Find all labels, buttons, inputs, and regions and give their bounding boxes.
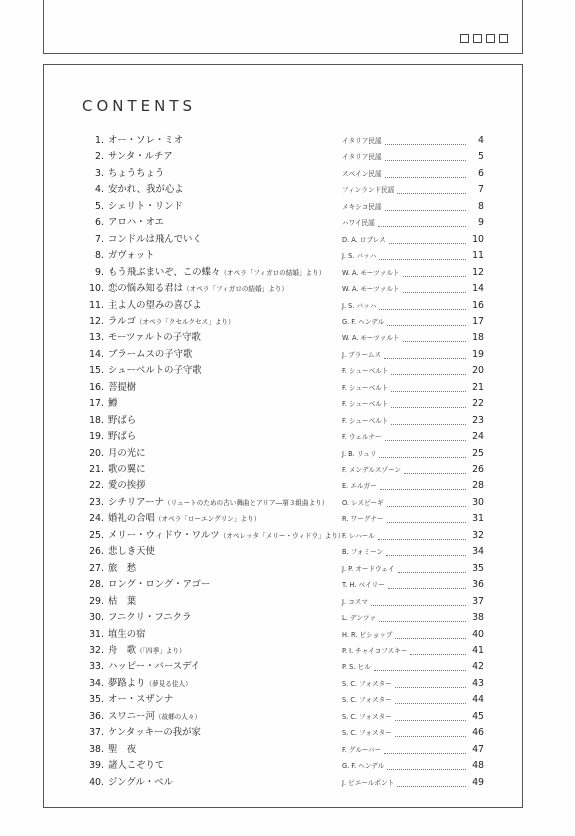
entry-title — [108, 429, 136, 445]
entry-composer: J. S. バッハ — [342, 252, 377, 261]
entry-title-text: 菩提樹 — [108, 381, 137, 393]
dot-leader — [403, 340, 466, 342]
entry-composer: S. C. フォスター — [342, 712, 392, 721]
entry-title-text: 愛の挨拶 — [108, 480, 146, 492]
entry-page-number: 16 — [472, 299, 484, 311]
entry-title — [108, 775, 173, 791]
toc-entry — [88, 627, 484, 643]
entry-page-number: 12 — [472, 266, 484, 278]
entry-title-text: ガヴォット — [108, 250, 155, 262]
entry-note: （オペラ「フィガロの結婚」より） — [220, 268, 326, 277]
toc-entry — [88, 330, 484, 346]
entry-composer: S. C. フォスター — [342, 696, 392, 705]
entry-title — [108, 330, 201, 346]
entry-page-number: 8 — [478, 200, 484, 212]
entry-title-text: 安かれ、我が心よ — [108, 184, 184, 196]
dot-leader — [385, 143, 466, 145]
entry-composer: P. I. チャイコフスキー — [342, 646, 408, 655]
toc-entry — [88, 643, 484, 659]
dot-leader — [379, 308, 466, 310]
entry-title-text: メリー・ウィドウ・ワルツ — [108, 529, 220, 541]
entry-title — [108, 643, 186, 659]
toc-entry — [88, 577, 484, 593]
entry-number: 1. — [95, 135, 104, 146]
entry-title-text: 悲しき天使 — [108, 546, 155, 558]
entry-composer: フィンランド民謡 — [342, 186, 395, 195]
entry-page-number: 35 — [472, 562, 484, 574]
entry-note: （夢見る佳人） — [145, 679, 192, 688]
entry-composer: F. シューベルト — [342, 400, 389, 409]
entry-title-text: シェリト・リンド — [108, 200, 183, 212]
entry-page-number: 25 — [472, 447, 484, 459]
entry-note: （オペラ「フィガロの結婚」より） — [183, 285, 288, 294]
entry-page-number: 47 — [472, 743, 484, 755]
toc-entry — [88, 265, 484, 281]
toc-entry — [88, 478, 484, 494]
entry-composer: ハワイ民謡 — [342, 219, 375, 228]
dot-leader — [387, 324, 466, 326]
entry-note: （「四季」より） — [136, 646, 186, 655]
toc-entry — [88, 133, 484, 149]
entry-number: 32. — [89, 644, 104, 656]
entry-composer: S. C. フォスター — [342, 679, 392, 688]
entry-title-text: ブラームスの子守歌 — [108, 348, 193, 360]
dot-leader — [385, 159, 466, 161]
entry-composer: R. ワーグナー — [342, 515, 384, 524]
entry-page-number: 43 — [472, 677, 484, 689]
entry-title-text: コンドルは飛んでいく — [108, 233, 202, 245]
toc-entry — [88, 314, 484, 330]
dot-leader — [395, 686, 466, 688]
marker-square — [499, 34, 508, 43]
entry-title — [108, 692, 173, 708]
toc-entry — [88, 396, 484, 412]
entry-title — [108, 182, 184, 198]
entry-title — [108, 215, 164, 231]
toc-entry — [88, 413, 484, 429]
entry-title — [108, 347, 192, 363]
entry-title-text: 主よ人の望みの喜びよ — [108, 299, 202, 311]
dot-leader — [379, 258, 466, 260]
toc-entry — [88, 166, 484, 182]
entry-number: 23. — [89, 496, 104, 508]
entry-title-text: ジングル・ベル — [108, 776, 173, 788]
dot-leader — [410, 653, 466, 655]
entry-title — [108, 281, 288, 297]
header-box — [43, 0, 523, 54]
entry-composer: F. ウェルナー — [342, 433, 382, 442]
dot-leader — [379, 456, 466, 458]
entry-number: 6. — [95, 217, 104, 229]
entry-page-number: 24 — [472, 431, 484, 443]
entry-page-number: 37 — [472, 595, 484, 607]
entry-page-number: 14 — [472, 283, 484, 295]
entry-title — [108, 577, 210, 593]
entry-number: 27. — [89, 562, 104, 574]
entry-title-text: オー・ソレ・ミオ — [108, 135, 184, 146]
entry-note: （リュートのための古い舞曲とアリア―第３組曲より） — [163, 498, 329, 507]
entry-number: 2. — [95, 151, 104, 163]
entry-title — [108, 149, 173, 165]
entry-title-text: サンタ・ルチア — [108, 151, 173, 163]
entry-composer: F. レハール — [342, 531, 375, 540]
toc-entry — [88, 709, 484, 725]
entry-page-number: 46 — [472, 727, 484, 739]
toc-entry — [88, 182, 484, 198]
entry-number: 10. — [89, 283, 104, 295]
entry-title — [108, 561, 136, 577]
entry-composer: F. グルーバー — [342, 745, 382, 754]
entry-title — [108, 248, 155, 264]
dot-leader — [395, 735, 466, 737]
entry-composer: W. A. モーツァルト — [342, 285, 400, 294]
entry-title-text: 枯 葉 — [108, 595, 137, 607]
entry-number: 38. — [89, 743, 104, 755]
dot-leader — [395, 702, 466, 704]
entry-title-text: シューベルトの子守歌 — [108, 365, 202, 377]
entry-composer: J. コスマ — [342, 597, 368, 606]
dot-leader — [384, 357, 466, 359]
entry-number: 5. — [95, 200, 104, 212]
entry-title-text: ケンタッキーの我が家 — [108, 727, 201, 739]
entry-title-text: スワニー河 — [108, 710, 155, 722]
entry-page-number: 42 — [472, 661, 484, 673]
entry-page-number: 36 — [472, 579, 484, 591]
entry-number: 35. — [89, 694, 104, 706]
entry-number: 33. — [89, 661, 104, 673]
entry-number: 8. — [95, 250, 104, 262]
entry-title — [108, 166, 164, 182]
toc-entry — [88, 462, 484, 478]
entry-composer: J. P. オードウェイ — [342, 564, 395, 573]
entry-composer: イタリア民謡 — [342, 153, 382, 162]
entry-number: 31. — [89, 628, 104, 640]
entry-note: （オペラ「ローエングリン」より） — [154, 515, 261, 524]
entry-composer: J. ピエールポント — [342, 778, 395, 787]
entry-title — [108, 380, 136, 396]
entry-page-number: 23 — [472, 414, 484, 426]
entry-title — [108, 594, 136, 610]
entry-composer: O. レスピーギ — [342, 498, 384, 507]
entry-number: 21. — [89, 464, 104, 475]
entry-title-text: 月の光に — [108, 447, 146, 459]
entry-page-number: 20 — [472, 365, 484, 377]
dot-leader — [395, 637, 466, 639]
contents-heading: CONTENTS — [82, 97, 197, 115]
dot-leader — [380, 488, 466, 490]
entry-title — [108, 725, 201, 741]
entry-number: 18. — [89, 414, 104, 426]
entry-title — [108, 659, 200, 675]
entry-title — [108, 511, 260, 527]
entry-title — [108, 446, 146, 462]
dot-leader — [378, 538, 466, 540]
entry-composer: メキシコ民謡 — [342, 202, 382, 211]
entry-composer: H. R. ビショップ — [342, 630, 393, 639]
entry-composer: E. エルガー — [342, 482, 377, 491]
entry-title — [108, 495, 328, 511]
entry-page-number: 21 — [472, 381, 484, 393]
entry-page-number: 22 — [472, 398, 484, 410]
toc-entry — [88, 594, 484, 610]
entry-page-number: 17 — [472, 315, 484, 327]
toc-entry — [88, 380, 484, 396]
entry-title-text: 聖 夜 — [108, 743, 137, 755]
entry-page-number: 38 — [472, 612, 484, 624]
toc-entry — [88, 248, 484, 264]
toc-entry — [88, 692, 484, 708]
dot-leader — [385, 209, 466, 211]
entry-title — [108, 413, 136, 429]
entry-composer: S. C. フォスター — [342, 729, 392, 738]
entry-note: （オペラ「クセルクセス」より） — [135, 317, 235, 326]
toc-entry — [88, 659, 484, 675]
entry-page-number: 26 — [472, 464, 484, 475]
entry-page-number: 32 — [472, 529, 484, 541]
entry-title-text: 歌の翼に — [108, 464, 146, 475]
toc-entry — [88, 446, 484, 462]
dot-leader — [397, 192, 466, 194]
dot-leader — [397, 785, 466, 787]
entry-title — [108, 265, 325, 281]
dot-leader — [403, 291, 466, 293]
entry-title-text: 埴生の宿 — [108, 628, 146, 640]
entry-title — [108, 528, 344, 544]
entry-page-number: 19 — [472, 348, 484, 360]
entry-number: 40. — [89, 776, 104, 788]
entry-page-number: 28 — [472, 480, 484, 492]
dot-leader — [387, 768, 466, 770]
dot-leader — [391, 423, 466, 425]
entry-page-number: 7 — [478, 184, 484, 196]
toc-entry — [88, 199, 484, 215]
marker-square — [486, 34, 495, 43]
entry-title — [108, 396, 117, 412]
toc-entry — [88, 610, 484, 626]
dot-leader — [379, 620, 466, 622]
entry-title-text: モーツァルトの子守歌 — [108, 332, 201, 344]
toc-entry — [88, 298, 484, 314]
dot-leader — [384, 752, 466, 754]
entry-composer: L. デンツァ — [342, 614, 377, 623]
entry-title — [108, 199, 183, 215]
entry-number: 12. — [89, 315, 104, 327]
dot-leader — [391, 390, 466, 392]
entry-title-text: ロング・ロング・アゴー — [108, 579, 211, 591]
entry-page-number: 10 — [472, 233, 484, 245]
toc-entry — [88, 232, 484, 248]
dot-leader — [391, 373, 466, 375]
dot-leader — [403, 275, 466, 277]
entry-title — [108, 314, 235, 330]
entry-note: （オペレッタ「メリー・ウィドウ」より） — [219, 531, 345, 540]
entry-number: 29. — [89, 595, 104, 607]
dot-leader — [371, 604, 466, 606]
toc-entry — [88, 363, 484, 379]
entry-title-text: アロハ・オエ — [108, 217, 164, 229]
dot-leader — [391, 406, 466, 408]
entry-title — [108, 363, 202, 379]
toc-entry — [88, 544, 484, 560]
entry-composer: J. B. リュリ — [342, 449, 377, 458]
toc-entry — [88, 528, 484, 544]
entry-page-number: 49 — [472, 776, 484, 788]
toc-entry — [88, 347, 484, 363]
entry-page-number: 41 — [472, 644, 484, 656]
entry-title-text: 婚礼の合唱 — [108, 513, 155, 525]
entry-title — [108, 478, 146, 494]
dot-leader — [404, 472, 466, 474]
entry-number: 13. — [89, 332, 104, 344]
dot-leader — [386, 554, 466, 556]
entry-composer: G. F. ヘンデル — [342, 762, 385, 771]
toc-entry — [88, 511, 484, 527]
entry-number: 37. — [89, 727, 104, 739]
toc-entry — [88, 775, 484, 791]
entry-number: 3. — [95, 167, 104, 179]
entry-title-text: 野ばら — [108, 414, 137, 426]
entry-number: 15. — [89, 365, 104, 377]
toc-entry — [88, 676, 484, 692]
entry-title — [108, 627, 146, 643]
entry-composer: B. フォミーン — [342, 548, 384, 557]
entry-page-number: 4 — [478, 135, 484, 146]
entry-number: 25. — [89, 529, 104, 541]
entry-title-text: シチリアーナ — [108, 496, 164, 508]
page-marker-squares — [460, 34, 508, 43]
entry-number: 28. — [89, 579, 104, 591]
entry-title — [108, 462, 146, 478]
entry-composer: J. S. バッハ — [342, 301, 377, 310]
toc-entry — [88, 429, 484, 445]
dot-leader — [395, 719, 466, 721]
entry-composer: スペイン民謡 — [342, 169, 382, 178]
entry-note: （故郷の人々） — [154, 712, 202, 721]
entry-page-number: 31 — [472, 513, 484, 525]
entry-number: 39. — [89, 760, 104, 772]
entry-title — [108, 742, 136, 758]
dot-leader — [388, 587, 466, 589]
toc-entry — [88, 561, 484, 577]
entry-page-number: 40 — [472, 628, 484, 640]
entry-title-text: 鱒 — [108, 398, 118, 410]
entry-page-number: 18 — [472, 332, 484, 344]
entry-number: 16. — [89, 381, 104, 393]
entry-title-text: オー・スザンナ — [108, 694, 174, 706]
dot-leader — [374, 669, 466, 671]
entry-composer: W. A. モーツァルト — [342, 334, 400, 343]
entry-number: 9. — [95, 266, 104, 278]
entry-number: 30. — [89, 612, 104, 624]
dot-leader — [398, 571, 466, 573]
dot-leader — [378, 225, 466, 227]
dot-leader — [385, 439, 466, 441]
entry-title — [108, 232, 202, 248]
entry-number: 34. — [89, 677, 104, 689]
entry-title-text: 舟 歌 — [108, 644, 137, 656]
entry-title — [108, 758, 164, 774]
toc-entry — [88, 495, 484, 511]
toc-entry — [88, 281, 484, 297]
entry-page-number: 44 — [472, 694, 484, 706]
toc-entry — [88, 215, 484, 231]
entry-composer: F. シューベルト — [342, 367, 389, 376]
entry-number: 19. — [89, 431, 104, 443]
entry-composer: G. F. ヘンデル — [342, 317, 385, 326]
entry-title-text: 恋の悩み知る君は — [108, 283, 184, 295]
entry-number: 7. — [95, 233, 104, 245]
toc-entry — [88, 742, 484, 758]
dot-leader — [387, 521, 466, 523]
entry-page-number: 48 — [472, 760, 484, 772]
entry-number: 4. — [95, 184, 104, 196]
dot-leader — [387, 505, 466, 507]
entry-title — [108, 709, 201, 725]
entry-title-text: 諸人こぞりて — [108, 760, 165, 772]
entry-number: 11. — [89, 299, 104, 311]
toc-entry — [88, 149, 484, 165]
entry-page-number: 34 — [472, 546, 484, 558]
dot-leader — [389, 242, 466, 244]
entry-title-text: ちょうちょう — [108, 167, 165, 179]
entry-page-number: 11 — [472, 250, 484, 262]
entry-page-number: 6 — [478, 167, 484, 179]
marker-square — [460, 34, 469, 43]
entry-composer: F. シューベルト — [342, 383, 389, 392]
entry-title — [108, 544, 155, 560]
entry-number: 22. — [89, 480, 104, 492]
entry-composer: D. A. ロブレス — [342, 235, 386, 244]
entry-title-text: 旅 愁 — [108, 562, 137, 574]
entry-composer: F. メンデルスゾーン — [342, 466, 402, 474]
entry-page-number: 5 — [478, 151, 484, 163]
entry-title-text: フニクリ・フニクラ — [108, 612, 192, 624]
entry-page-number: 9 — [478, 217, 484, 229]
toc-entry — [88, 758, 484, 774]
entry-composer: J. ブラームス — [342, 350, 382, 359]
entry-composer: イタリア民謡 — [342, 137, 382, 145]
entry-title — [108, 610, 191, 626]
entry-page-number: 45 — [472, 710, 484, 722]
entry-title-text: 野ばら — [108, 431, 137, 443]
entry-number: 36. — [89, 710, 104, 722]
entry-composer: T. H. ベイリー — [342, 581, 385, 590]
entry-title-text: ハッピー・バースデイ — [108, 661, 201, 673]
entry-title — [108, 298, 202, 314]
entry-number: 14. — [89, 348, 104, 360]
entry-title — [108, 676, 192, 692]
entry-composer: P. S. ヒル — [342, 663, 371, 672]
entry-title-text: もう飛ぶまいぞ、この蝶々 — [108, 266, 221, 278]
entry-page-number: 30 — [472, 496, 484, 508]
entry-number: 26. — [89, 546, 104, 558]
entry-title-text: ラルゴ — [108, 315, 136, 327]
entry-number: 24. — [89, 513, 104, 525]
marker-square — [473, 34, 482, 43]
entry-title-text: 夢路より — [108, 677, 146, 689]
entry-composer: F. シューベルト — [342, 416, 389, 425]
entry-title — [108, 133, 183, 149]
toc-entry — [88, 725, 484, 741]
entry-number: 20. — [89, 447, 104, 459]
entry-composer: W. A. モーツァルト — [342, 268, 400, 277]
entry-number: 17. — [89, 398, 104, 410]
dot-leader — [385, 176, 466, 178]
